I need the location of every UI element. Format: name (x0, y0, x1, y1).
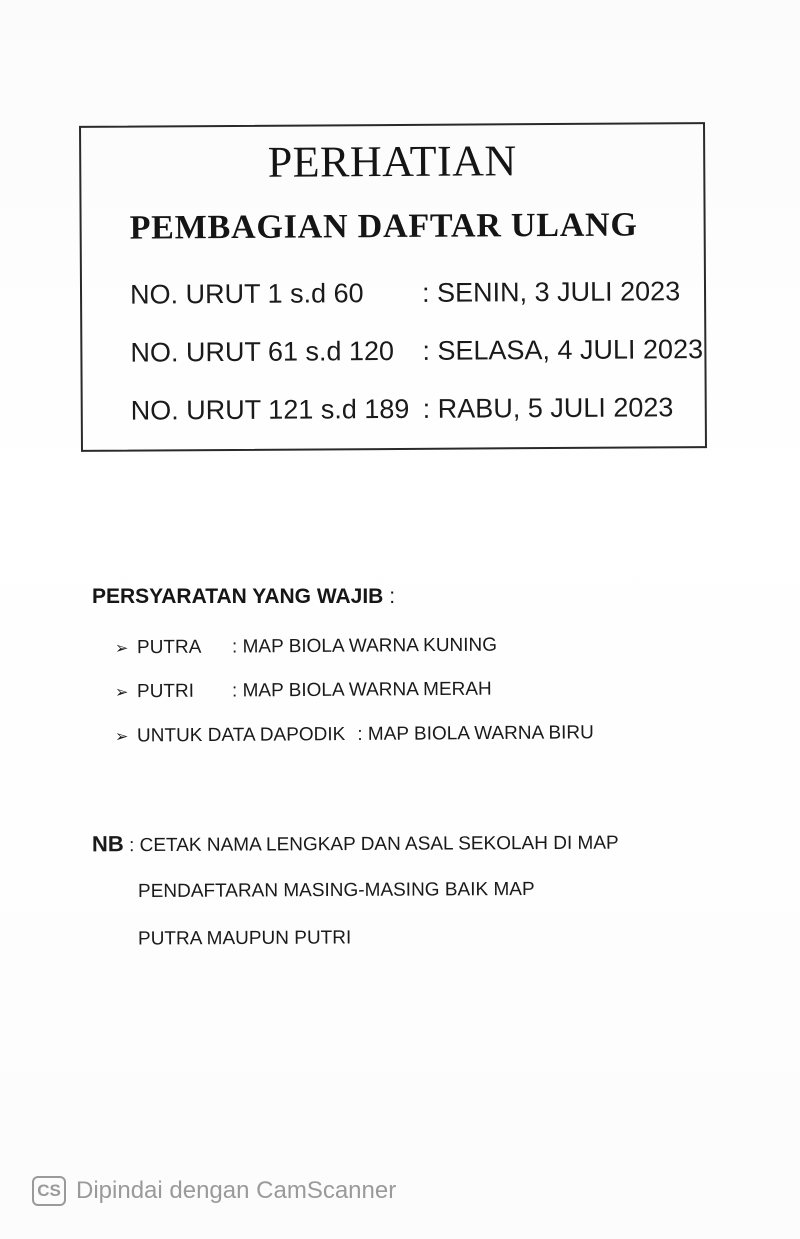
schedule-row (130, 276, 680, 310)
schedule-row (131, 392, 674, 426)
requirement-item (115, 722, 594, 747)
schedule-range: NO. URUT 1 s.d 60 (129, 278, 364, 310)
nb-key: NB (91, 831, 124, 857)
nb-line: PUTRA MAUPUN PUTRI (137, 927, 352, 950)
requirements-heading-colon: : (389, 585, 396, 608)
schedule-row (130, 334, 703, 368)
requirements-heading-text: PERSYARATAN YANG WAJIB (92, 585, 384, 608)
schedule-day: : SELASA, 4 JULI 2023 (422, 334, 704, 366)
nb-line: PENDAFTARAN MASING-MASING BAIK MAP (137, 878, 535, 903)
requirement-value: : MAP BIOLA WARNA KUNING (231, 634, 498, 658)
schedule-range: NO. URUT 121 s.d 189 (130, 393, 410, 426)
requirement-item (115, 679, 492, 704)
nb-line (92, 829, 619, 858)
schedule-day: : SENIN, 3 JULI 2023 (421, 276, 681, 308)
arrow-bullet-icon: ➢ (114, 728, 129, 746)
camscanner-watermark (32, 1176, 396, 1206)
nb-text: : CETAK NAMA LENGKAP DAN ASAL SEKOLAH DI MAP (129, 832, 619, 857)
notice-title: PERHATIAN (267, 136, 517, 187)
camscanner-logo-icon: CS (32, 1176, 66, 1206)
watermark-text: Dipindai dengan CamScanner (76, 1177, 397, 1204)
schedule-range: NO. URUT 61 s.d 120 (130, 335, 395, 368)
requirement-label: PUTRI (136, 680, 195, 703)
requirement-value: : MAP BIOLA WARNA BIRU (357, 722, 594, 745)
requirement-item (115, 635, 497, 660)
notice-subtitle: PEMBAGIAN DAFTAR ULANG (129, 206, 638, 247)
requirement-value: : MAP BIOLA WARNA MERAH (231, 678, 492, 702)
requirement-label: UNTUK DATA DAPODIK (136, 724, 346, 747)
requirement-label: PUTRA (136, 636, 202, 659)
arrow-bullet-icon: ➢ (114, 684, 129, 702)
schedule-day: : RABU, 5 JULI 2023 (422, 392, 674, 424)
requirements-heading (92, 585, 395, 609)
notice-box (79, 122, 707, 452)
arrow-bullet-icon: ➢ (114, 640, 129, 658)
